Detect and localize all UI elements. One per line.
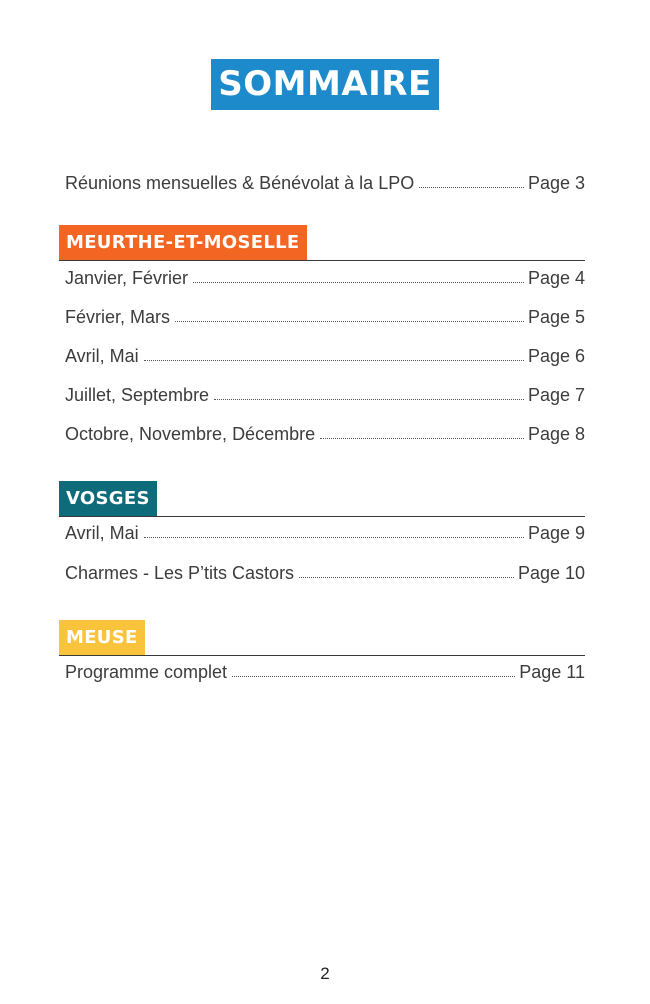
dot-leader <box>214 399 524 400</box>
section-heading-meuse: MEUSE <box>59 620 145 655</box>
toc-entry[interactable] <box>65 268 585 292</box>
dot-leader <box>175 321 524 322</box>
toc-entry-page: Page 5 <box>527 307 585 327</box>
page-title: SOMMAIRE <box>211 59 439 110</box>
toc-entry-label: Programme complet <box>65 662 228 682</box>
toc-entry[interactable] <box>65 523 585 547</box>
toc-entry[interactable] <box>65 563 585 587</box>
section-rule <box>59 655 585 656</box>
toc-entry-page: Page 3 <box>527 173 585 193</box>
toc-entry-page: Page 7 <box>527 385 585 405</box>
toc-entry-label: Avril, Mai <box>65 523 139 543</box>
section-heading-meurthe-et-moselle: MEURTHE-ET-MOSELLE <box>59 225 307 260</box>
toc-entry-page: Page 11 <box>519 662 585 682</box>
dot-leader <box>320 438 524 439</box>
dot-leader <box>232 676 515 677</box>
toc-entry-page: Page 4 <box>527 268 585 288</box>
toc-entry-label: Juillet, Septembre <box>65 385 210 405</box>
dot-leader <box>144 537 524 538</box>
dot-leader <box>193 282 524 283</box>
toc-entry-page: Page 8 <box>527 424 585 444</box>
page-number: 2 <box>320 964 330 983</box>
toc-entry-label: Avril, Mai <box>65 346 139 366</box>
toc-entry[interactable] <box>65 424 585 448</box>
toc-entry-page: Page 9 <box>527 523 585 543</box>
toc-entry-label: Octobre, Novembre, Décembre <box>65 424 316 444</box>
toc-entry-page: Page 10 <box>517 563 585 583</box>
toc-entry-label: Janvier, Février <box>65 268 189 288</box>
toc-entry[interactable] <box>65 307 585 331</box>
toc-entry-label: Février, Mars <box>65 307 171 327</box>
toc-entry[interactable] <box>65 346 585 370</box>
toc-entry-intro[interactable] <box>65 173 585 197</box>
toc-entry[interactable] <box>65 662 585 686</box>
toc-entry-label: Charmes - Les P’tits Castors <box>65 563 295 583</box>
section-rule <box>59 260 585 261</box>
dot-leader <box>144 360 524 361</box>
section-heading-vosges: VOSGES <box>59 481 157 516</box>
toc-entry-label: Réunions mensuelles & Bénévolat à la LPO <box>65 173 415 193</box>
section-rule <box>59 516 585 517</box>
dot-leader <box>299 577 514 578</box>
toc-entry[interactable] <box>65 385 585 409</box>
toc-entry-page: Page 6 <box>527 346 585 366</box>
dot-leader <box>419 187 524 188</box>
